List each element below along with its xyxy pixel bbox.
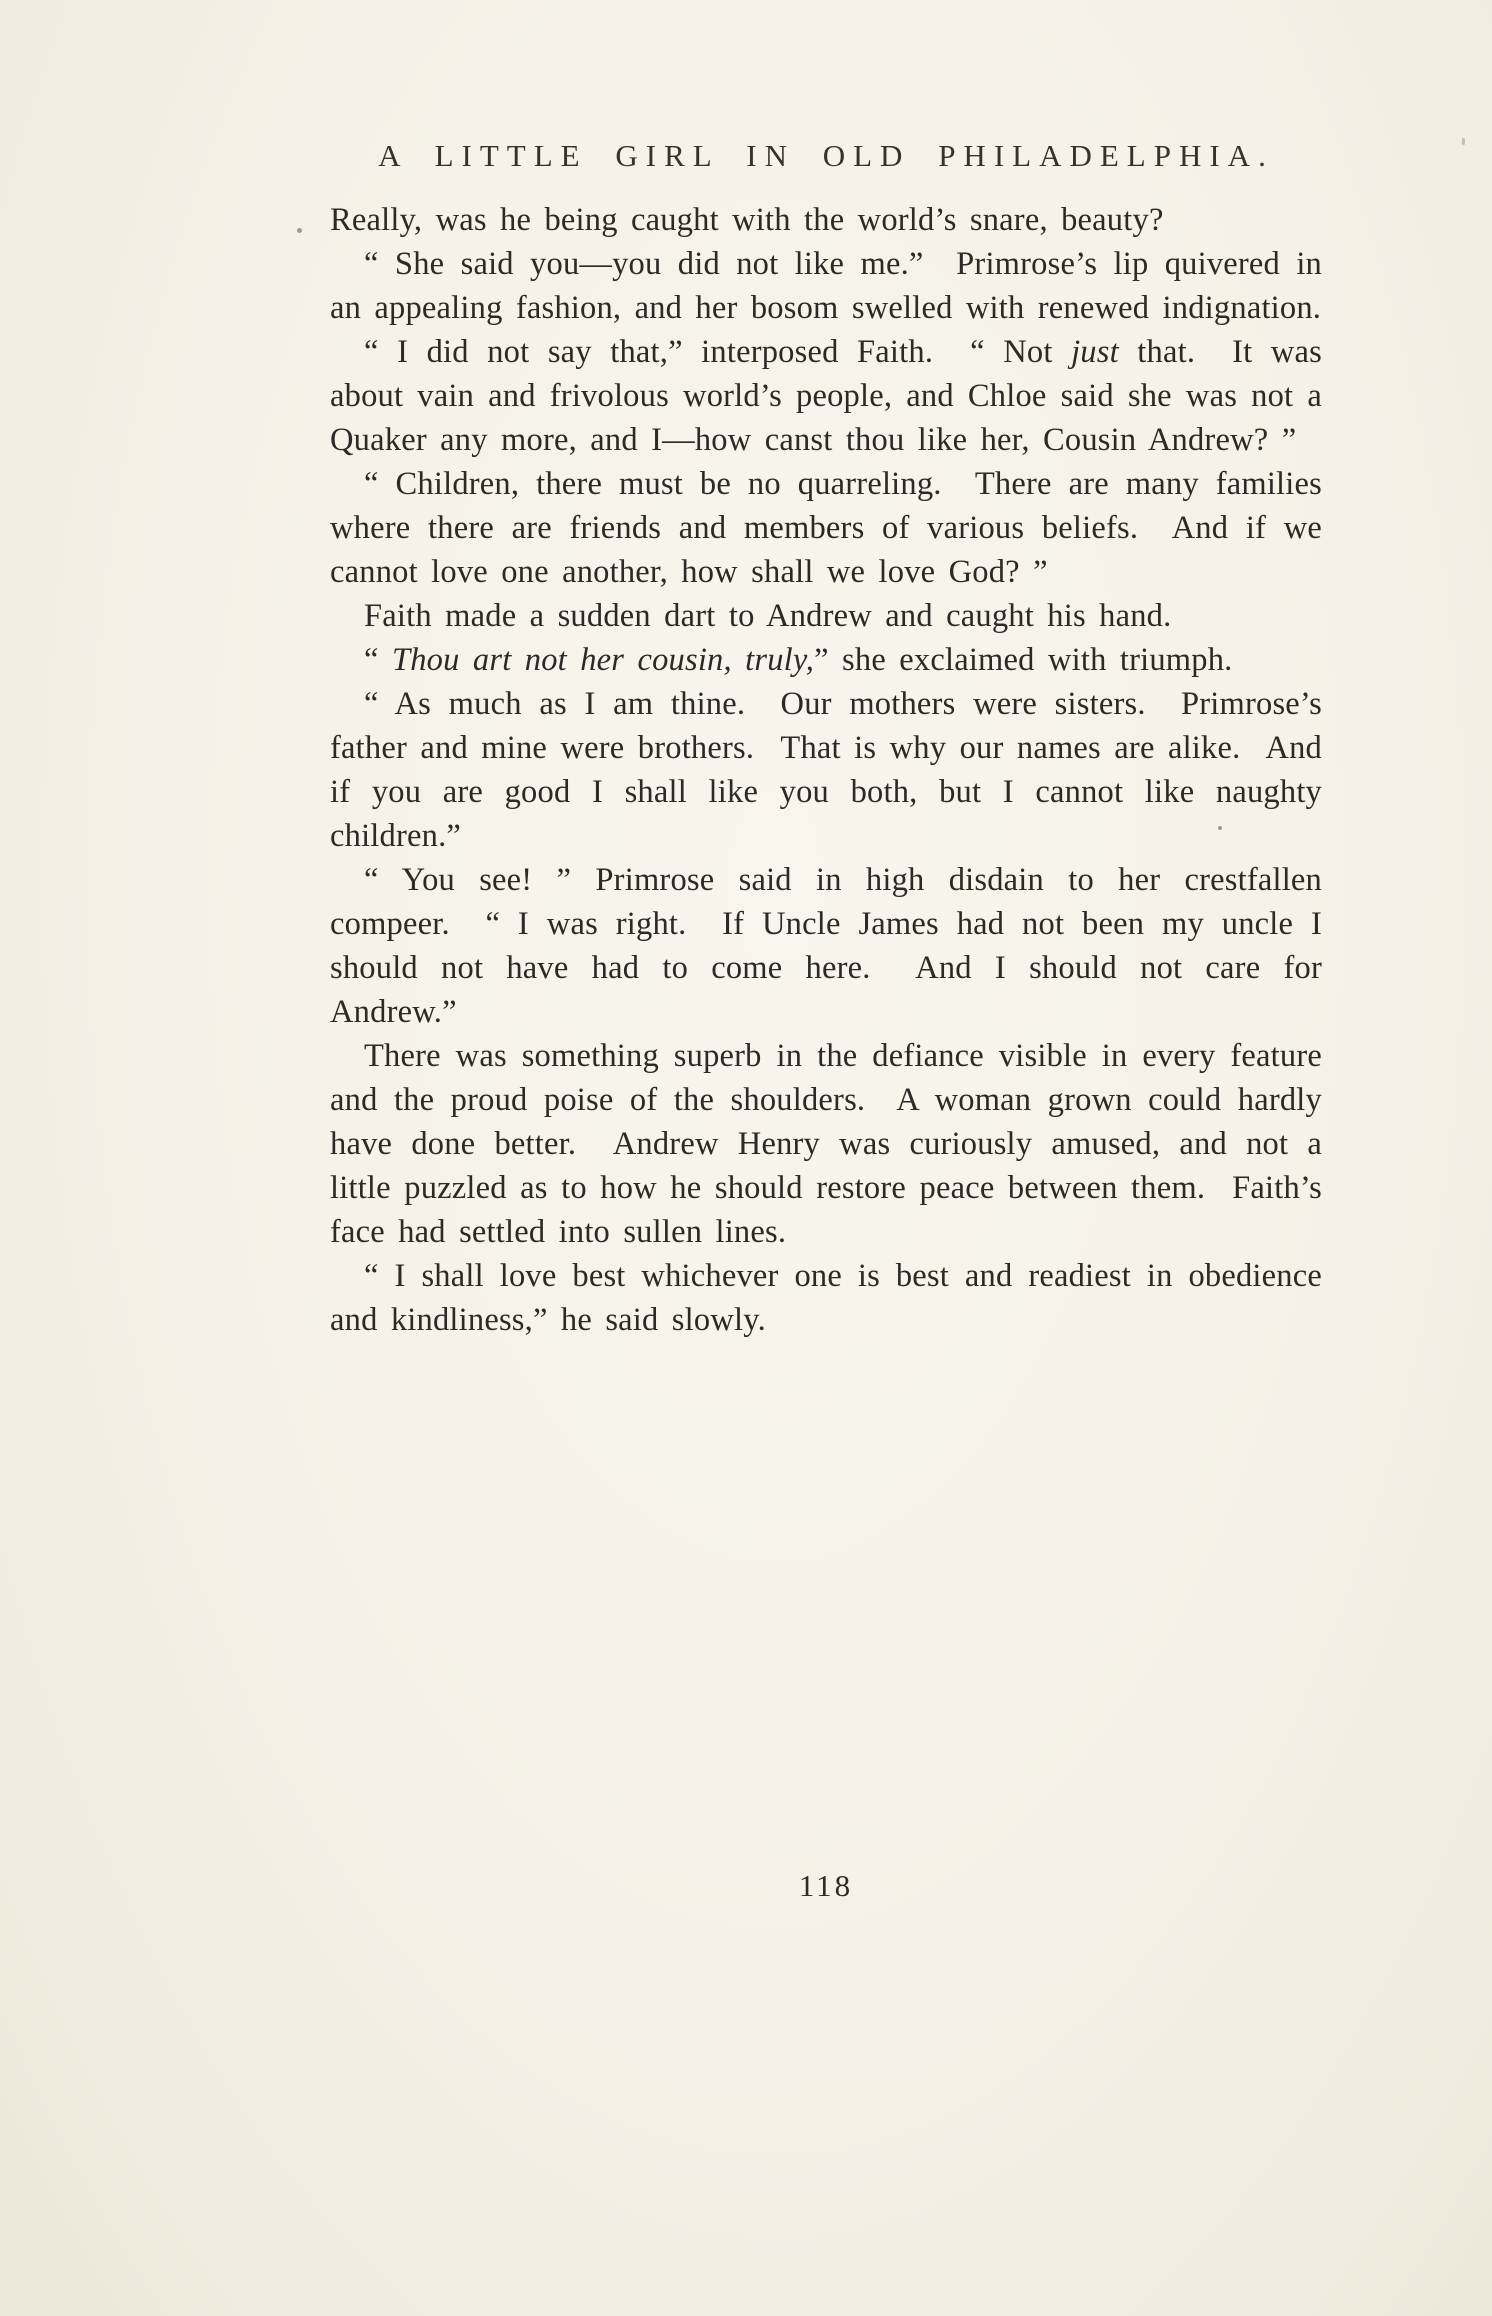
paragraph [330, 462, 1336, 594]
paragraph [330, 1254, 1336, 1342]
running-head: A LITTLE GIRL IN OLD PHILADELPHIA. [378, 138, 1274, 173]
paragraph [330, 198, 1322, 242]
paragraph [330, 242, 1336, 330]
scan-speck [297, 228, 302, 233]
text-run: “ She said you—you did not like me.” Primrose’s lip quivered in an appealing fashion, and her bosom swelled with renewed indignation. [330, 246, 1336, 326]
text-run: that. It was about vain and frivolous world’s people, and Chloe said she was not a Quaker any more, and I—how canst thou like her, Cousin Andrew? ” [330, 334, 1336, 458]
paragraph [330, 638, 1322, 682]
italic-text-run: Thou art not her cousin, truly, [391, 642, 815, 678]
text-run: There was something superb in the defiance visible in every feature and the proud poise of the shoulders. A woman grown could hardly have done better. Andrew Henry was curiously amused, and not a little puzzled as to how he should restore peace between them. Faith’s face had settled into sullen lines. [330, 1038, 1336, 1250]
text-run: ” she exclaimed with triumph. [814, 642, 1233, 678]
scan-speck [1462, 138, 1465, 145]
paragraph [330, 682, 1336, 858]
paragraph [330, 330, 1336, 462]
text-run: “ I did not say that,” interposed Faith. “ Not [364, 334, 1072, 370]
paragraph [330, 1034, 1336, 1254]
page-body [330, 198, 1336, 1342]
italic-text-run: just [1071, 334, 1119, 370]
scan-speck [1218, 826, 1222, 830]
paragraph [330, 858, 1336, 1034]
text-run: “ [364, 642, 392, 678]
text-run: Really, was he being caught with the world’s snare, beauty? [330, 202, 1164, 238]
page-number: 118 [798, 1868, 854, 1903]
text-run: “ Children, there must be no quarreling. There are many families where there are friends and members of various beliefs. And if we cannot love one another, how shall we love God? ” [330, 466, 1336, 590]
text-run: “ As much as I am thine. Our mothers were sisters. Primrose’s father and mine were brothers. That is why our names are alike. And if you are good I shall like you both, but I cannot like naughty children.” [330, 686, 1336, 854]
text-run: Faith made a sudden dart to Andrew and caught his hand. [364, 598, 1172, 634]
text-run: “ You see! ” Primrose said in high disdain to her crestfallen compeer. “ I was right. If Uncle James had not been my uncle I should not have had to come here. And I should not care for Andrew.” [330, 862, 1336, 1030]
text-run: “ I shall love best whichever one is best and readiest in obedience and kindliness,” he said slowly. [330, 1258, 1336, 1338]
paragraph [330, 594, 1322, 638]
